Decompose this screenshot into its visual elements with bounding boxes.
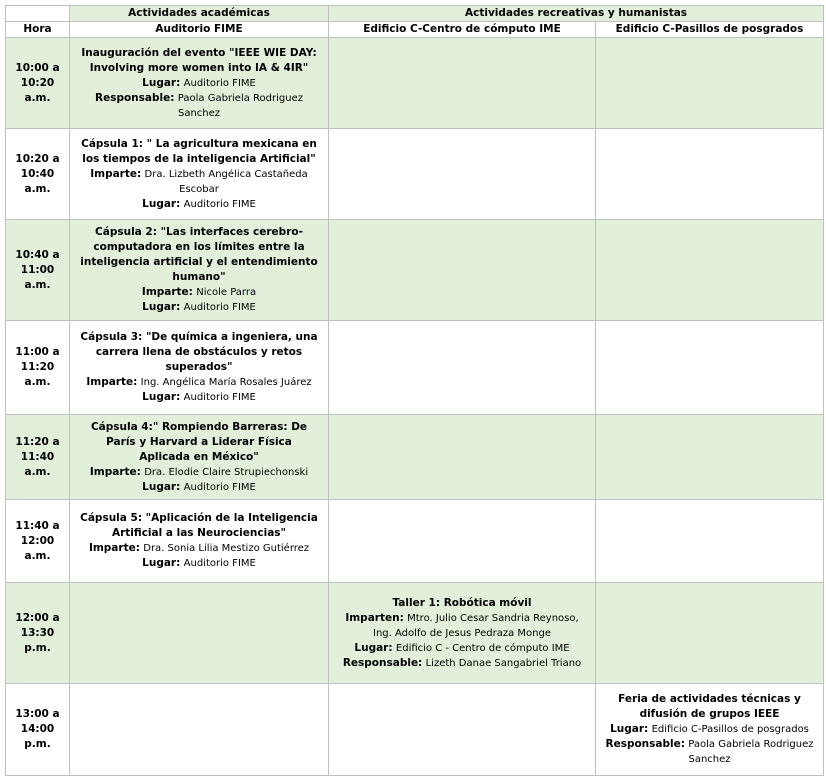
imparten-value: Mtro. Julio Cesar Sandria Reynoso, bbox=[407, 612, 579, 624]
imparte-line bbox=[72, 375, 326, 390]
time-line: p.m. bbox=[24, 641, 51, 654]
activity-title: Cápsula 1: " La agricultura mexicana en bbox=[81, 137, 317, 150]
lugar-value: Auditorio FIME bbox=[183, 302, 256, 313]
time-cell bbox=[6, 38, 70, 129]
activity-title: difusión de grupos IEEE bbox=[639, 708, 780, 720]
lugar-label: Lugar: bbox=[142, 391, 181, 403]
lugar-line bbox=[72, 76, 326, 91]
lugar-line bbox=[72, 300, 326, 315]
empty-cell bbox=[329, 321, 596, 415]
activity-cell-auditorio bbox=[70, 38, 329, 129]
time-line: 11:20 a bbox=[15, 435, 60, 448]
lugar-label: Lugar: bbox=[142, 76, 181, 89]
imparten-line bbox=[331, 611, 593, 626]
imparte-value: Dra. Lizbeth Angélica Castañeda bbox=[144, 168, 308, 180]
imparte-value: Dra. Elodie Claire Strupiechonski bbox=[144, 466, 309, 478]
empty-cell bbox=[596, 129, 824, 220]
lugar-line bbox=[598, 722, 821, 737]
imparte-label: Imparte: bbox=[88, 542, 140, 554]
imparte-line bbox=[72, 167, 326, 182]
lugar-value: Edificio C - Centro de cómputo IME bbox=[395, 642, 570, 654]
imparte-line bbox=[72, 465, 326, 480]
activity-title: Cápsula 5: "Aplicación de la Inteligencia bbox=[80, 512, 318, 524]
header-centro-computo: Edificio C-Centro de cómputo IME bbox=[329, 22, 596, 38]
time-line: 11:40 a bbox=[15, 519, 60, 532]
header-blank-cell bbox=[6, 6, 70, 22]
header-academic-group: Actividades académicas bbox=[70, 6, 329, 22]
lugar-label: Lugar: bbox=[142, 301, 181, 313]
time-line: 11:00 a.m. bbox=[20, 263, 55, 291]
time-cell bbox=[6, 583, 70, 684]
activity-title: inteligencia artificial y el entendimiento bbox=[80, 256, 318, 268]
time-line: 10:40 a bbox=[15, 248, 60, 261]
time-cell bbox=[6, 321, 70, 415]
time-line: a.m. bbox=[24, 91, 51, 104]
empty-cell bbox=[329, 684, 596, 776]
time-line: 11:40 a.m. bbox=[20, 450, 55, 478]
lugar-label: Lugar: bbox=[142, 557, 181, 569]
time-cell bbox=[6, 220, 70, 321]
activity-cell-auditorio bbox=[70, 500, 329, 583]
responsable-label: Responsable: bbox=[605, 738, 685, 750]
empty-cell bbox=[329, 415, 596, 500]
activity-title: Involving more women into IA & 4IR" bbox=[89, 61, 309, 74]
activity-title: Aplicada en México" bbox=[139, 450, 259, 463]
activity-title: Feria de actividades técnicas y bbox=[618, 693, 801, 705]
lugar-value: Auditorio FIME bbox=[183, 198, 256, 210]
time-line: p.m. bbox=[24, 738, 51, 750]
activity-title: superados" bbox=[165, 361, 233, 373]
activity-cell-auditorio bbox=[70, 415, 329, 500]
responsable-value: Sanchez bbox=[688, 754, 731, 765]
imparte-value: Ing. Angélica María Rosales Juárez bbox=[140, 377, 312, 388]
imparte-line bbox=[72, 541, 326, 556]
activity-cell-auditorio bbox=[70, 220, 329, 321]
lugar-label: Lugar: bbox=[610, 723, 649, 735]
empty-cell bbox=[596, 415, 824, 500]
empty-cell bbox=[329, 220, 596, 321]
time-cell bbox=[6, 684, 70, 776]
activity-title: los tiempos de la inteligencia Artificial" bbox=[82, 152, 316, 165]
header-group-row bbox=[6, 6, 824, 22]
activity-cell-auditorio bbox=[70, 321, 329, 415]
time-line: 11:00 a bbox=[15, 346, 60, 358]
empty-cell bbox=[329, 500, 596, 583]
responsable-value: Lizeth Danae Sangabriel Triano bbox=[425, 657, 582, 669]
lugar-line bbox=[331, 641, 593, 656]
time-line: 10:20 a bbox=[15, 152, 60, 165]
lugar-line bbox=[72, 390, 326, 405]
responsable-label: Responsable: bbox=[342, 656, 423, 669]
imparte-label: Imparte: bbox=[89, 465, 141, 478]
responsable-line bbox=[72, 91, 326, 106]
imparte-line bbox=[72, 285, 326, 300]
header-column-row bbox=[6, 22, 824, 38]
lugar-line bbox=[72, 556, 326, 571]
time-line: 13:00 a bbox=[15, 708, 60, 720]
empty-cell bbox=[596, 583, 824, 684]
lugar-line bbox=[72, 197, 326, 212]
schedule-row bbox=[6, 129, 824, 220]
schedule-row bbox=[6, 684, 824, 776]
header-recreational-group: Actividades recreativas y humanistas bbox=[329, 6, 824, 22]
activity-title: Artificial a las Neurociencias" bbox=[111, 527, 287, 539]
lugar-label: Lugar: bbox=[142, 480, 181, 493]
schedule-row bbox=[6, 321, 824, 415]
header-hora: Hora bbox=[6, 22, 70, 38]
schedule-row bbox=[6, 500, 824, 583]
time-line: 14:00 bbox=[20, 723, 55, 735]
empty-cell bbox=[596, 38, 824, 129]
responsable-value: Sanchez bbox=[177, 107, 221, 119]
time-line: a.m. bbox=[24, 182, 51, 195]
activity-title: París y Harvard a Liderar Física bbox=[106, 435, 292, 448]
lugar-label: Lugar: bbox=[354, 641, 393, 654]
empty-cell bbox=[70, 583, 329, 684]
responsable-value: Paola Gabriela Rodriguez bbox=[688, 739, 814, 750]
empty-cell bbox=[596, 321, 824, 415]
responsable-line bbox=[598, 737, 821, 752]
empty-cell bbox=[329, 129, 596, 220]
header-pasillos: Edificio C-Pasillos de posgrados bbox=[596, 22, 824, 38]
imparte-value: Dra. Sonia Lilia Mestizo Gutiérrez bbox=[143, 543, 310, 554]
time-line: a.m. bbox=[24, 549, 51, 562]
time-cell bbox=[6, 415, 70, 500]
imparte-value: Escobar bbox=[179, 183, 219, 195]
responsable-label: Responsable: bbox=[95, 91, 175, 104]
imparte-label: Imparte: bbox=[141, 286, 193, 298]
imparte-label: Imparte: bbox=[90, 167, 142, 180]
lugar-label: Lugar: bbox=[142, 197, 181, 210]
schedule-row bbox=[6, 220, 824, 321]
schedule-table bbox=[5, 5, 824, 776]
time-line: 10:00 a bbox=[15, 61, 60, 74]
schedule-row bbox=[6, 583, 824, 684]
empty-cell bbox=[596, 500, 824, 583]
time-line: 12:00 a bbox=[15, 611, 60, 624]
time-line: 12:00 bbox=[20, 534, 55, 547]
time-line: 10:40 bbox=[20, 167, 55, 180]
activity-title: Cápsula 3: "De química a ingeniera, una bbox=[80, 331, 318, 343]
imparte-label: Imparte: bbox=[86, 376, 138, 388]
lugar-value: Edificio C-Pasillos de posgrados bbox=[651, 724, 809, 735]
activity-cell-auditorio bbox=[70, 129, 329, 220]
empty-cell bbox=[70, 684, 329, 776]
activity-cell-centro bbox=[329, 583, 596, 684]
imparte-value: Nicole Parra bbox=[196, 287, 257, 298]
responsable-line bbox=[331, 656, 593, 671]
lugar-value: Auditorio FIME bbox=[183, 481, 256, 493]
schedule-row bbox=[6, 38, 824, 129]
activity-cell-pasillos bbox=[596, 684, 824, 776]
schedule-row bbox=[6, 415, 824, 500]
empty-cell bbox=[596, 220, 824, 321]
time-line: 11:20 a.m. bbox=[20, 361, 55, 388]
time-cell bbox=[6, 500, 70, 583]
empty-cell bbox=[329, 38, 596, 129]
activity-title: Inauguración del evento "IEEE WIE DAY: bbox=[81, 46, 317, 59]
time-line: 10:20 bbox=[20, 76, 55, 89]
lugar-value: Auditorio FIME bbox=[183, 77, 256, 89]
header-auditorio: Auditorio FIME bbox=[70, 22, 329, 38]
imparten-value: Ing. Adolfo de Jesus Pedraza Monge bbox=[373, 627, 551, 639]
responsable-value: Paola Gabriela Rodriguez bbox=[177, 92, 303, 104]
lugar-line bbox=[72, 480, 326, 495]
lugar-value: Auditorio FIME bbox=[183, 392, 256, 403]
activity-title: humano" bbox=[172, 271, 226, 283]
imparten-label: Imparten: bbox=[345, 611, 404, 624]
time-line: 13:30 bbox=[20, 626, 55, 639]
activity-title: computadora en los límites entre la bbox=[93, 241, 305, 253]
activity-title: Cápsula 4:" Rompiendo Barreras: De bbox=[90, 420, 308, 433]
activity-title: Cápsula 2: "Las interfaces cerebro- bbox=[95, 226, 303, 238]
activity-title: carrera llena de obstáculos y retos bbox=[95, 346, 303, 358]
activity-title: Taller 1: Robótica móvil bbox=[392, 596, 532, 609]
lugar-value: Auditorio FIME bbox=[183, 558, 256, 569]
time-cell bbox=[6, 129, 70, 220]
